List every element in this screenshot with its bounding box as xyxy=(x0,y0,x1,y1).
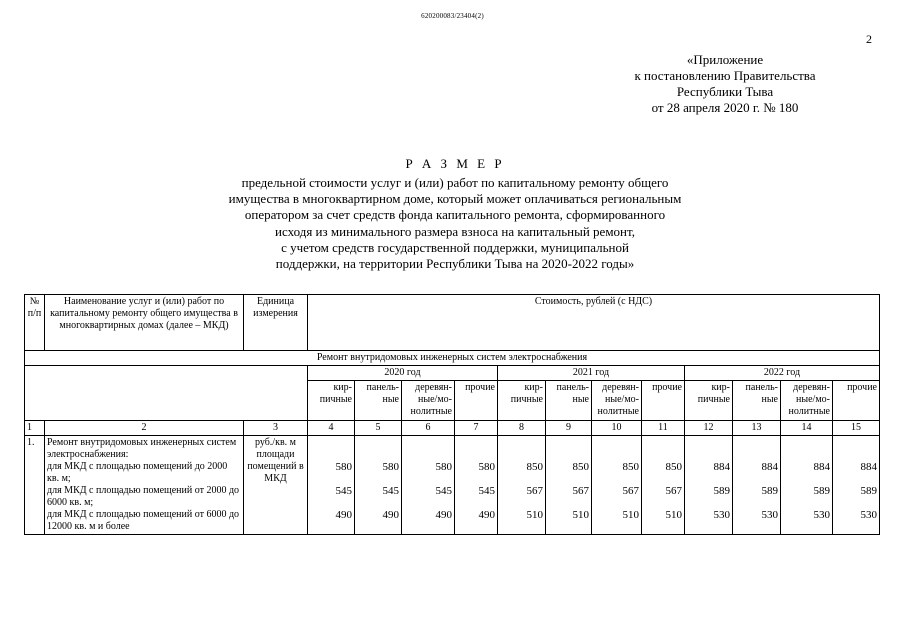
value: 530 xyxy=(813,509,830,521)
value: 589 xyxy=(860,485,877,497)
value: 490 xyxy=(382,509,399,521)
value: 490 xyxy=(335,509,352,521)
value: 510 xyxy=(665,509,682,521)
value: 530 xyxy=(713,509,730,521)
value: 490 xyxy=(435,509,452,521)
header-row xyxy=(25,295,880,351)
column-number: 12 xyxy=(685,421,733,436)
type-header: деревян-ные/мо-нолитные xyxy=(402,381,455,421)
col-header-number: № п/п xyxy=(25,295,45,351)
page-number: 2 xyxy=(866,32,872,46)
column-number: 9 xyxy=(546,421,592,436)
column-number: 11 xyxy=(642,421,685,436)
document-heading: Р А З М Е Р xyxy=(405,156,505,171)
value: 530 xyxy=(761,509,778,521)
value: 510 xyxy=(622,509,639,521)
value: 545 xyxy=(478,485,495,497)
value: 510 xyxy=(526,509,543,521)
column-number-row xyxy=(25,421,880,436)
row-item-label: для МКД с площадью помещений до 2000 кв. м; xyxy=(47,461,228,484)
value: 580 xyxy=(382,461,399,473)
value-cell xyxy=(355,436,402,535)
year-2022: 2022 год xyxy=(685,366,880,381)
column-number: 8 xyxy=(498,421,546,436)
value: 589 xyxy=(813,485,830,497)
type-header: панель-ные xyxy=(546,381,592,421)
type-header: кир-пичные xyxy=(308,381,355,421)
value: 490 xyxy=(478,509,495,521)
value: 884 xyxy=(813,461,830,473)
column-number: 14 xyxy=(781,421,833,436)
value: 545 xyxy=(335,485,352,497)
type-header: деревян-ные/мо-нолитные xyxy=(781,381,833,421)
column-number: 1 xyxy=(25,421,45,436)
annex-line: «Приложение xyxy=(686,52,764,67)
value-cell xyxy=(592,436,642,535)
value: 580 xyxy=(435,461,452,473)
column-number: 13 xyxy=(733,421,781,436)
value-cell xyxy=(308,436,355,535)
document-number: 620200083/23404(2) xyxy=(421,12,484,20)
value: 567 xyxy=(665,485,682,497)
column-number: 5 xyxy=(355,421,402,436)
column-number: 4 xyxy=(308,421,355,436)
annex-block xyxy=(600,52,850,116)
value-cell xyxy=(402,436,455,535)
subtitle-line: с учетом средств государственной поддержки, муниципальной xyxy=(281,239,629,255)
value-cell xyxy=(642,436,685,535)
row-item-label: для МКД с площадью помещений от 6000 до 12000 кв. м и более xyxy=(47,509,240,532)
table-row xyxy=(25,436,880,535)
value-cell xyxy=(833,436,880,535)
value: 567 xyxy=(572,485,589,497)
value-cell xyxy=(455,436,498,535)
section-title: Ремонт внутридомовых инженерных систем электроснабжения xyxy=(25,351,880,366)
year-row xyxy=(25,366,880,381)
column-number: 3 xyxy=(244,421,308,436)
value: 545 xyxy=(382,485,399,497)
value: 530 xyxy=(860,509,877,521)
column-number: 15 xyxy=(833,421,880,436)
col-header-unit: Единица измерения xyxy=(244,295,308,351)
value-cell xyxy=(546,436,592,535)
section-row xyxy=(25,351,880,366)
row-number: 1. xyxy=(25,436,45,535)
annex-line: к постановлению Правительства xyxy=(634,68,816,83)
value: 884 xyxy=(860,461,877,473)
value: 884 xyxy=(713,461,730,473)
subtitle-line: оператором за счет средств фонда капитального ремонта, сформированного xyxy=(244,207,666,223)
value-cell xyxy=(781,436,833,535)
annex-line: от 28 апреля 2020 г. № 180 xyxy=(651,100,799,115)
column-number: 7 xyxy=(455,421,498,436)
value: 545 xyxy=(435,485,452,497)
value: 589 xyxy=(761,485,778,497)
type-header: прочие xyxy=(833,381,880,421)
subtitle-line: поддержки, на территории Республики Тыва на 2020-2022 годы» xyxy=(275,256,635,272)
value: 567 xyxy=(526,485,543,497)
value: 884 xyxy=(761,461,778,473)
value: 850 xyxy=(665,461,682,473)
row-item-label: для МКД с площадью помещений от 2000 до 6000 кв. м; xyxy=(47,485,240,508)
value: 850 xyxy=(572,461,589,473)
row-description xyxy=(45,436,244,535)
value: 850 xyxy=(526,461,543,473)
column-number: 6 xyxy=(402,421,455,436)
subtitle-line: имущества в многоквартирном доме, который может оплачиваться региональным xyxy=(228,191,682,207)
value-cell xyxy=(685,436,733,535)
type-header: кир-пичные xyxy=(685,381,733,421)
blank-cell xyxy=(25,366,308,421)
column-number: 2 xyxy=(45,421,244,436)
value-cell xyxy=(498,436,546,535)
document-subtitle xyxy=(155,175,755,272)
annex-line: Республики Тыва xyxy=(676,84,774,99)
type-header: панель-ные xyxy=(733,381,781,421)
type-header: кир-пичные xyxy=(498,381,546,421)
col-header-cost: Стоимость, рублей (с НДС) xyxy=(308,295,880,351)
column-number: 10 xyxy=(592,421,642,436)
value: 580 xyxy=(335,461,352,473)
row-unit: руб./кв. м площади помещений в МКД xyxy=(244,436,308,535)
year-2021: 2021 год xyxy=(498,366,685,381)
value: 567 xyxy=(622,485,639,497)
type-header: деревян-ные/мо-нолитные xyxy=(592,381,642,421)
type-header: прочие xyxy=(642,381,685,421)
type-header: панель-ные xyxy=(355,381,402,421)
col-header-name: Наименование услуг и (или) работ по капитальному ремонту общего имущества в многоквартирных домах (далее – МКД) xyxy=(45,295,244,351)
cost-table xyxy=(24,294,880,535)
row-title: Ремонт внутридомовых инженерных систем электроснабжения: xyxy=(47,437,237,460)
subtitle-line: предельной стоимости услуг и (или) работ по капитальному ремонту общего xyxy=(241,175,669,190)
year-2020: 2020 год xyxy=(308,366,498,381)
value: 589 xyxy=(713,485,730,497)
type-header: прочие xyxy=(455,381,498,421)
value-cell xyxy=(733,436,781,535)
subtitle-line: исходя из минимального размера взноса на капитальный ремонт, xyxy=(275,223,635,239)
value: 580 xyxy=(478,461,495,473)
value: 850 xyxy=(622,461,639,473)
value: 510 xyxy=(572,509,589,521)
